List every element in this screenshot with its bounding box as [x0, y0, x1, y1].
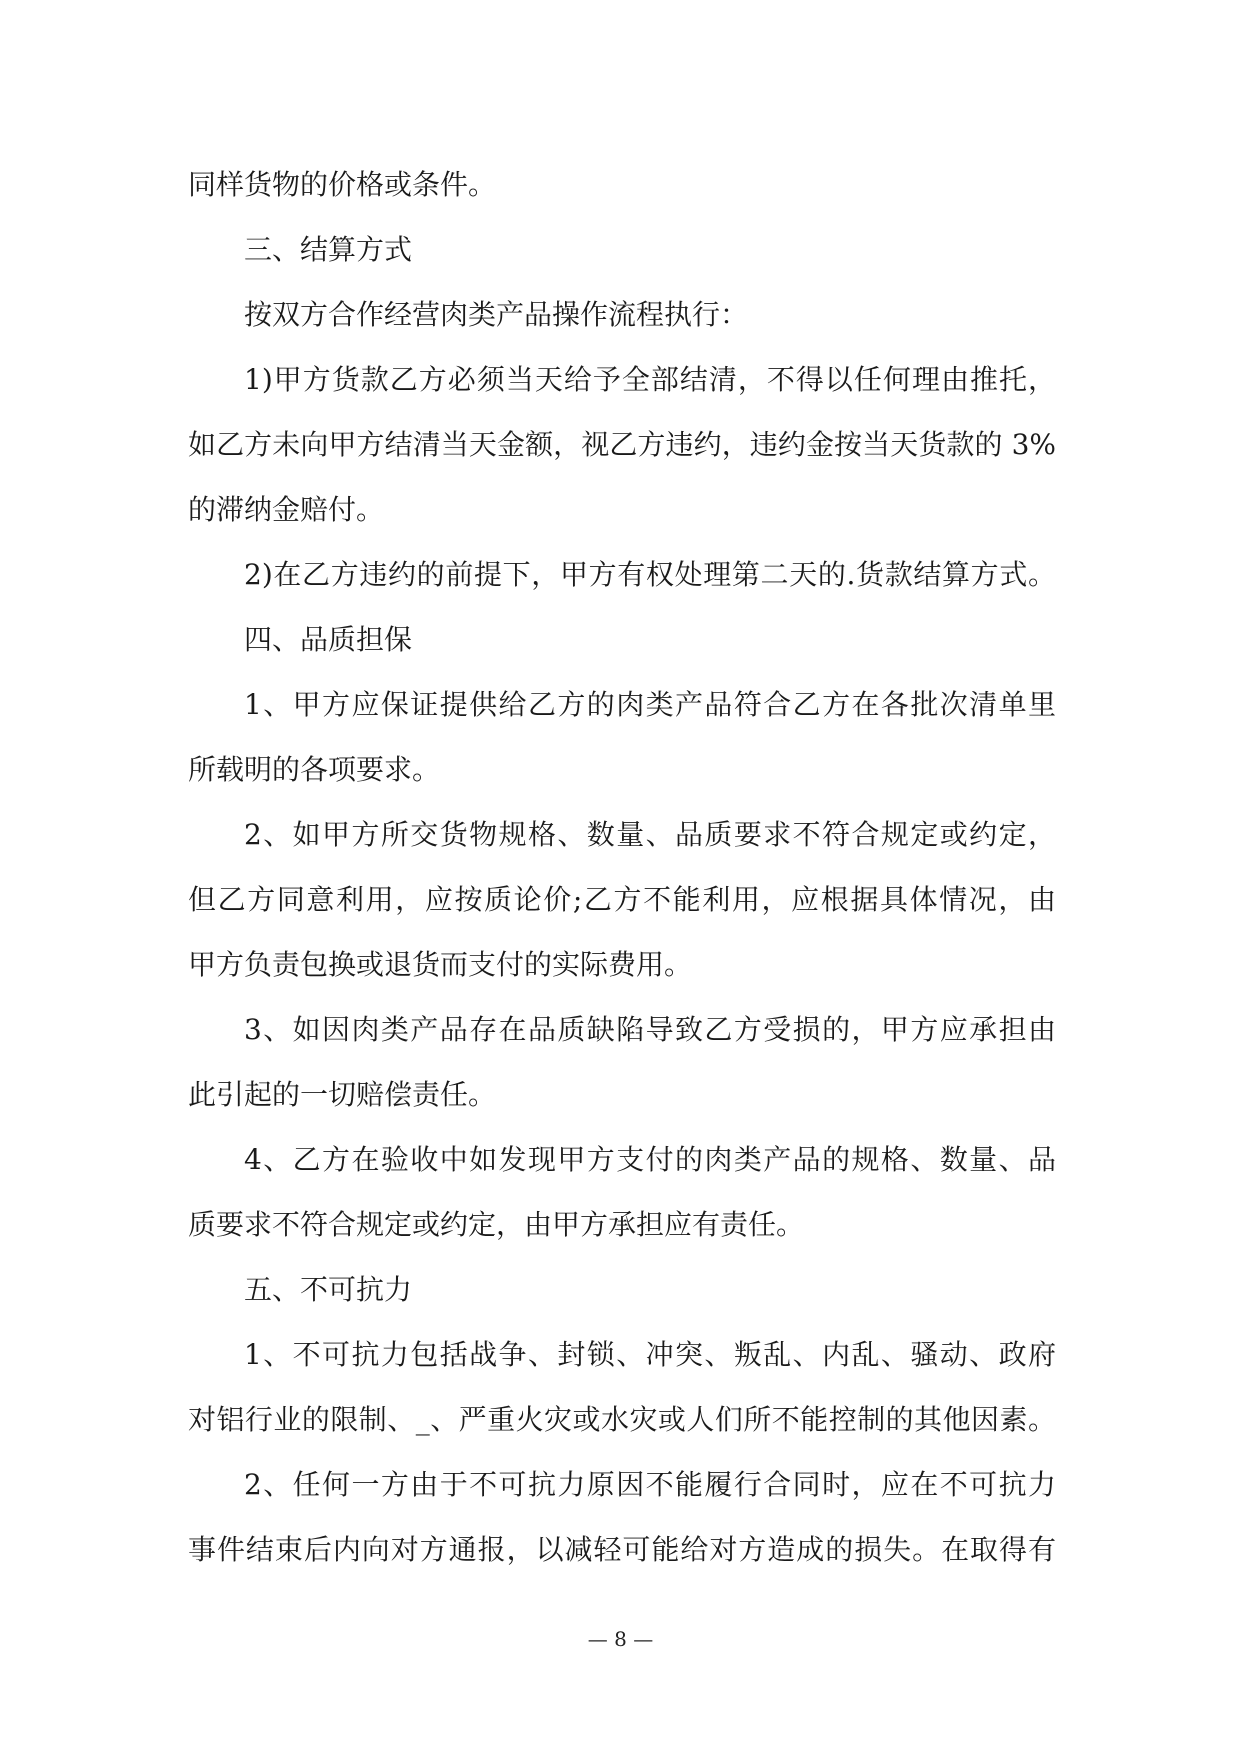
- text-line: 如乙方未向甲方结清当天金额，视乙方违约，违约金按当天货款的 3%: [188, 428, 1056, 461]
- document-body: [188, 152, 1056, 1582]
- text-line: 所载明的各项要求。: [188, 753, 441, 786]
- text-line: 质要求不符合规定或约定，由甲方承担应有责任。: [188, 1208, 805, 1241]
- text-line: 1、甲方应保证提供给乙方的肉类产品符合乙方在各批次清单里: [244, 688, 1056, 721]
- text-line: 1、不可抗力包括战争、封锁、冲突、叛乱、内乱、骚动、政府: [244, 1338, 1056, 1371]
- text-line: 的滞纳金赔付。: [188, 493, 385, 526]
- page-number: — 8 —: [587, 1627, 654, 1651]
- section-heading: 五、不可抗力: [244, 1273, 413, 1306]
- text-line: 对铝行业的限制、_、严重火灾或水灾或人们所不能控制的其他因素。: [188, 1403, 1056, 1436]
- text-line: 3、如因肉类产品存在品质缺陷导致乙方受损的，甲方应承担由: [244, 1013, 1056, 1046]
- text-line: 2)在乙方违约的前提下，甲方有权处理第二天的.货款结算方式。: [244, 558, 1056, 591]
- text-line: 甲方负责包换或退货而支付的实际费用。: [188, 948, 693, 981]
- section-heading: 三、结算方式: [244, 233, 413, 266]
- text-line: 按双方合作经营肉类产品操作流程执行：: [244, 298, 749, 331]
- text-line: 但乙方同意利用，应按质论价;乙方不能利用，应根据具体情况，由: [188, 883, 1056, 916]
- text-line: 同样货物的价格或条件。: [188, 168, 497, 201]
- section-heading: 四、品质担保: [244, 623, 413, 656]
- text-line: 1)甲方货款乙方必须当天给予全部结清，不得以任何理由推托，: [244, 363, 1056, 396]
- text-line: 4、乙方在验收中如发现甲方支付的肉类产品的规格、数量、品: [244, 1143, 1056, 1176]
- text-line: 此引起的一切赔偿责任。: [188, 1078, 497, 1111]
- text-line: 2、如甲方所交货物规格、数量、品质要求不符合规定或约定，: [244, 818, 1056, 851]
- text-line: 事件结束后内向对方通报，以减轻可能给对方造成的损失。在取得有: [188, 1533, 1056, 1566]
- text-line: 2、任何一方由于不可抗力原因不能履行合同时，应在不可抗力: [244, 1468, 1056, 1501]
